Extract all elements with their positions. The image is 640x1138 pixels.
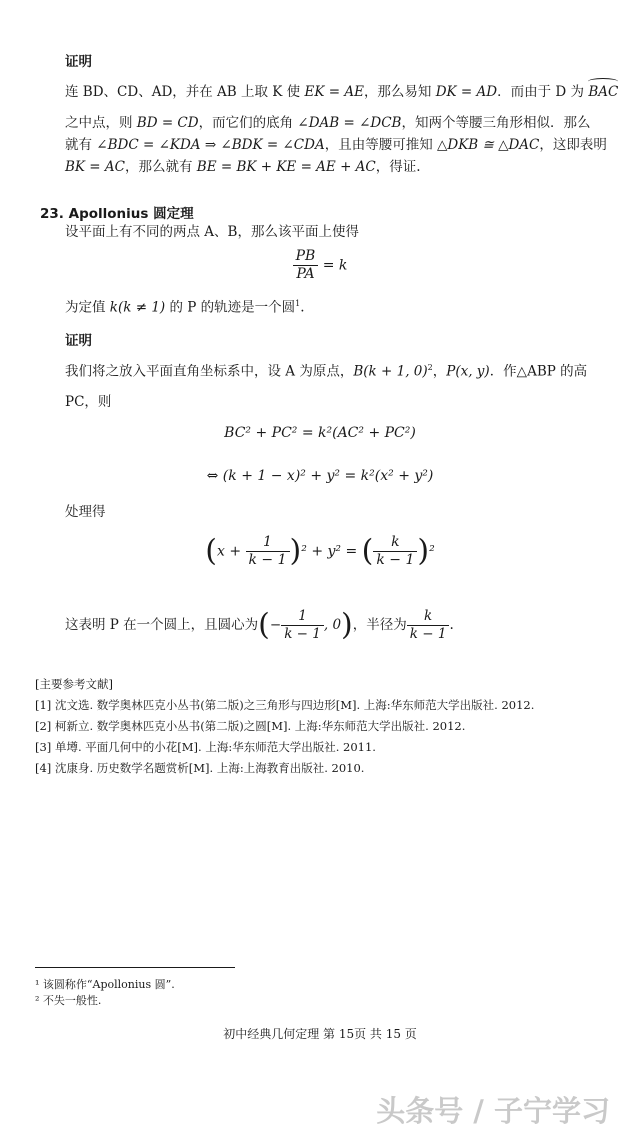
center-fraction: $\frac{1}{k - 1}$	[281, 608, 324, 643]
theorem-statement: 为定值 k(k ≠ 1) 的 P 的轨迹是一个圆$^1$.	[65, 299, 305, 316]
proof-heading: 证明	[65, 54, 92, 70]
proof-line-4: BK = AC，那么就有 BE = BK + KE = AE + AC，得证.	[65, 159, 421, 175]
page-footer: 初中经典几何定理 第 15页 共 15 页	[223, 1027, 417, 1041]
arc-notation: BAC	[588, 84, 619, 100]
reference-item: [3] 单墫. 平面几何中的小花[M]. 上海:华东师范大学出版社. 2011.	[35, 740, 376, 754]
process-label: 处理得	[65, 504, 106, 520]
proof2-heading: 证明	[65, 333, 92, 349]
radius-fraction: $\frac{k}{k - 1}$	[407, 608, 450, 643]
watermark: 头条号 / 子宁学习	[376, 1094, 610, 1128]
ratio-equation: $\frac{PB}{PA}$ = k	[0, 248, 640, 283]
footnote-divider	[35, 967, 235, 968]
references-title: [主要参考文献]	[35, 677, 113, 691]
footnote-2: ² 不失一般性.	[35, 994, 102, 1007]
proof-line-3: 就有 ∠BDC = ∠KDA ⇒ ∠BDK = ∠CDA，且由等腰可推知 △DKB ≅ △DAC，这即表明	[65, 137, 607, 153]
equation-1: BC² + PC² = k²(AC² + PC²)	[224, 425, 416, 441]
equation-3: (x + $\frac{1}{k - 1}$ )² + y² = ( $\frac{k}{k - 1}$ )²	[205, 533, 435, 569]
ratio-fraction: $\frac{PB}{PA}$	[293, 248, 319, 283]
theorem-heading: 23. Apollonius 圆定理	[40, 206, 194, 222]
proof-line-2: 之中点，则 BD = CD，而它们的底角 ∠DAB = ∠DCB，知两个等腰三角形相似．那么	[65, 115, 591, 131]
eq3-fraction-2: $\frac{k}{k - 1}$	[373, 534, 417, 569]
equation-2: ⇔ (k + 1 − x)² + y² = k²(x² + y²)	[206, 468, 434, 484]
proof2-line-2: PC，则	[65, 394, 112, 410]
reference-item: [1] 沈文选. 数学奥林匹克小丛书(第二版)之三角形与四边形[M]. 上海:华东师范大学出版社. 2012.	[35, 698, 535, 712]
reference-item: [4] 沈康身. 历史数学名题赏析[M]. 上海:上海教育出版社. 2010.	[35, 761, 365, 775]
footnote-1: ¹ 该圆称作“Apollonius 圆”.	[35, 978, 175, 991]
proof-line-1: 连 BD、CD、AD，并在 AB 上取 K 使 EK = AE，那么易知 DK = AD．而由于 D 为 BAC	[65, 84, 619, 100]
eq3-fraction-1: $\frac{1}{k - 1}$	[246, 534, 290, 569]
theorem-intro: 设平面上有不同的两点 A、B，那么该平面上使得	[65, 224, 359, 240]
reference-item: [2] 柯新立. 数学奥林匹克小丛书(第二版)之圆[M]. 上海:华东师范大学出版社. 2012.	[35, 719, 466, 733]
conclusion: 这表明 P 在一个圆上，且圆心为(− $\frac{1}{k - 1}$ , 0)，半径为 $\frac{k}{k - 1}$ .	[65, 607, 454, 643]
proof2-line-1: 我们将之放入平面直角坐标系中，设 A 为原点，B(k + 1, 0)$^2$，P(x, y)．作△ABP 的高	[65, 363, 588, 380]
